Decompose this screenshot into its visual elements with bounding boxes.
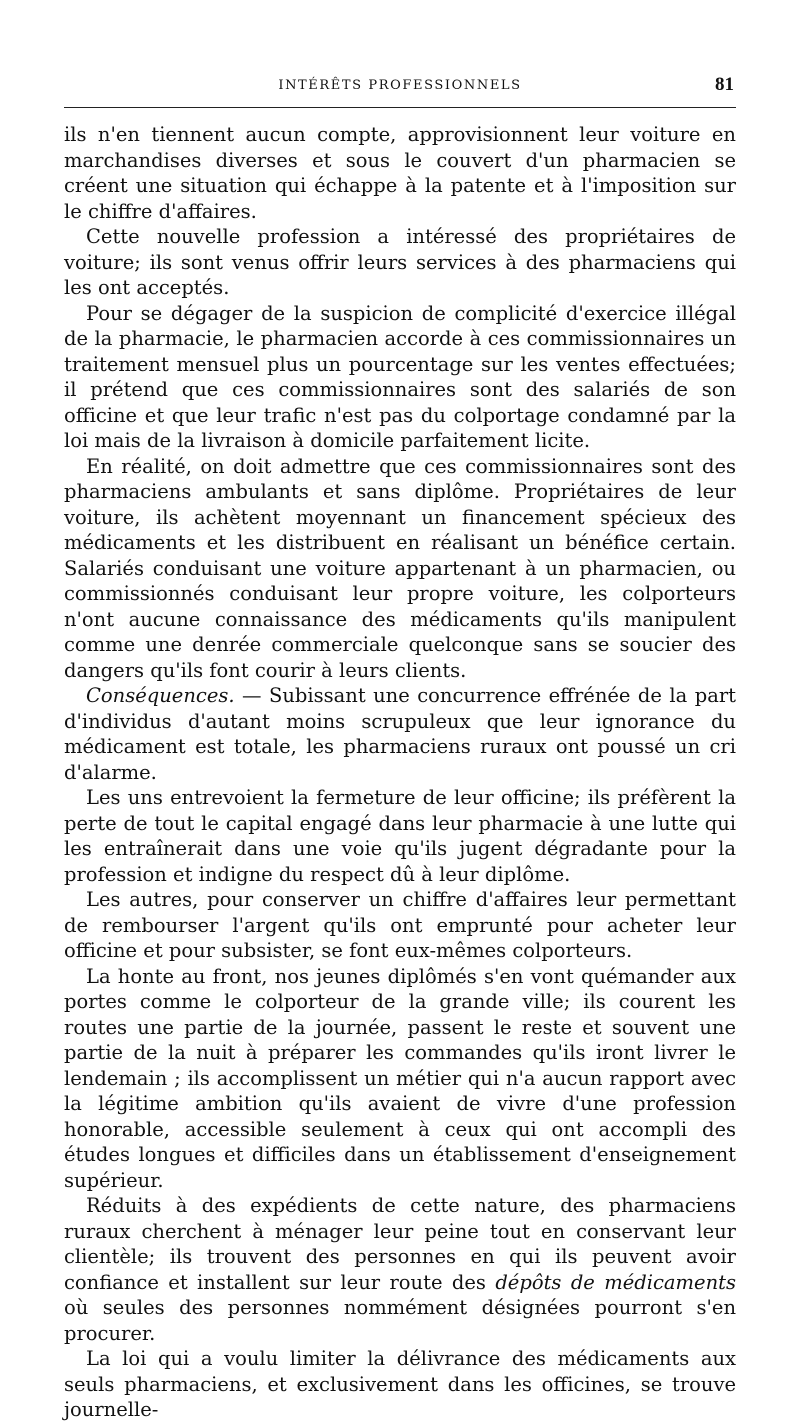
header-rule: [64, 107, 736, 108]
paragraph: La loi qui a voulu limiter la délivrance des médicaments aux seuls pharmaciens, et exclusivement dans les officines, se trouve journelle-: [64, 1347, 736, 1421]
running-head: INTÉRÊTS PROFESSIONNELS: [278, 78, 522, 93]
paragraph: La honte au front, nos jeunes diplômés s'en vont quémander aux portes comme le colporteur de la grande ville; ils courent les routes une partie de la journée, passent le reste et souvent une partie de la nuit à préparer les commandes qu'ils iront livrer le lendemain ; ils accomplissent un métier qui n'a aucun rapport avec la légitime ambition qu'ils avaient de vivre d'une profession honorable, accessible seulement à ceux qui ont accompli des études longues et difficiles dans un établissement d'enseignement supérieur.: [64, 964, 736, 1192]
paragraph: Les autres, pour conserver un chiffre d'affaires leur permettant de rembourser l'argent qu'ils ont emprunté pour acheter leur officine et pour subsister, se font eux-mêmes colporteurs.: [64, 888, 736, 962]
paragraph-consequences: Conséquences. — Subissant une concurrence effrénée de la part d'individus d'autant moins scrupuleux que leur ignorance du médicament est totale, les pharmaciens ruraux ont poussé un cri d'alarme.: [64, 684, 736, 784]
page-header: [64, 74, 736, 104]
page-number: 81: [715, 74, 734, 95]
body-text: [64, 122, 736, 1423]
section-lead: Conséquences.: [86, 684, 235, 707]
paragraph: Réduits à des expédients de cette nature, des pharmaciens ruraux cherchent à ménager leur peine tout en conservant leur clientèle; ils trouvent des personnes en qui ils peuvent avoir confiance et installent sur leur route des dépôts de médicaments où seules des personnes nommément désignées pourront s'en procurer.: [64, 1194, 736, 1345]
paragraph-continued: ils n'en tiennent aucun compte, approvisionnent leur voiture en marchandises diverses et sous le couvert d'un pharmacien se créent une situation qui échappe à la patente et à l'imposition sur le chiffre d'affaires.: [64, 123, 736, 223]
paragraph: Les uns entrevoient la fermeture de leur officine; ils préfèrent la perte de tout le capital engagé dans leur pharmacie à une lutte qui les entraînerait dans une voie qu'ils jugent dégradante pour la profession et indigne du respect dû à leur diplôme.: [64, 786, 736, 886]
paragraph: Pour se dégager de la suspicion de complicité d'exercice illégal de la pharmacie, le pharmacien accorde à ces commissionnaires un traitement mensuel plus un pourcentage sur les ventes effectuées; il prétend que ces commissionnaires sont des salariés de son officine et que leur trafic n'est pas du colportage condamné par la loi mais de la livraison à domicile parfaitement licite.: [64, 301, 736, 452]
paragraph: Cette nouvelle profession a intéressé des propriétaires de voiture; ils sont venus offrir leurs services à des pharmaciens qui les ont acceptés.: [64, 225, 736, 299]
paragraph: En réalité, on doit admettre que ces commissionnaires sont des pharmaciens ambulants et sans diplôme. Propriétaires de leur voiture, ils achètent moyennant un financement spécieux des médicaments et les distribuent en réalisant un bénéfice certain. Salariés conduisant une voiture appartenant à un pharmacien, ou commissionnés conduisant leur propre voiture, les colporteurs n'ont aucune connaissance des médicaments qu'ils manipulent comme une denrée commerciale quelconque sans se soucier des dangers qu'ils font courir à leurs clients.: [64, 454, 736, 682]
emphasis: dépôts de médicaments: [495, 1270, 736, 1294]
